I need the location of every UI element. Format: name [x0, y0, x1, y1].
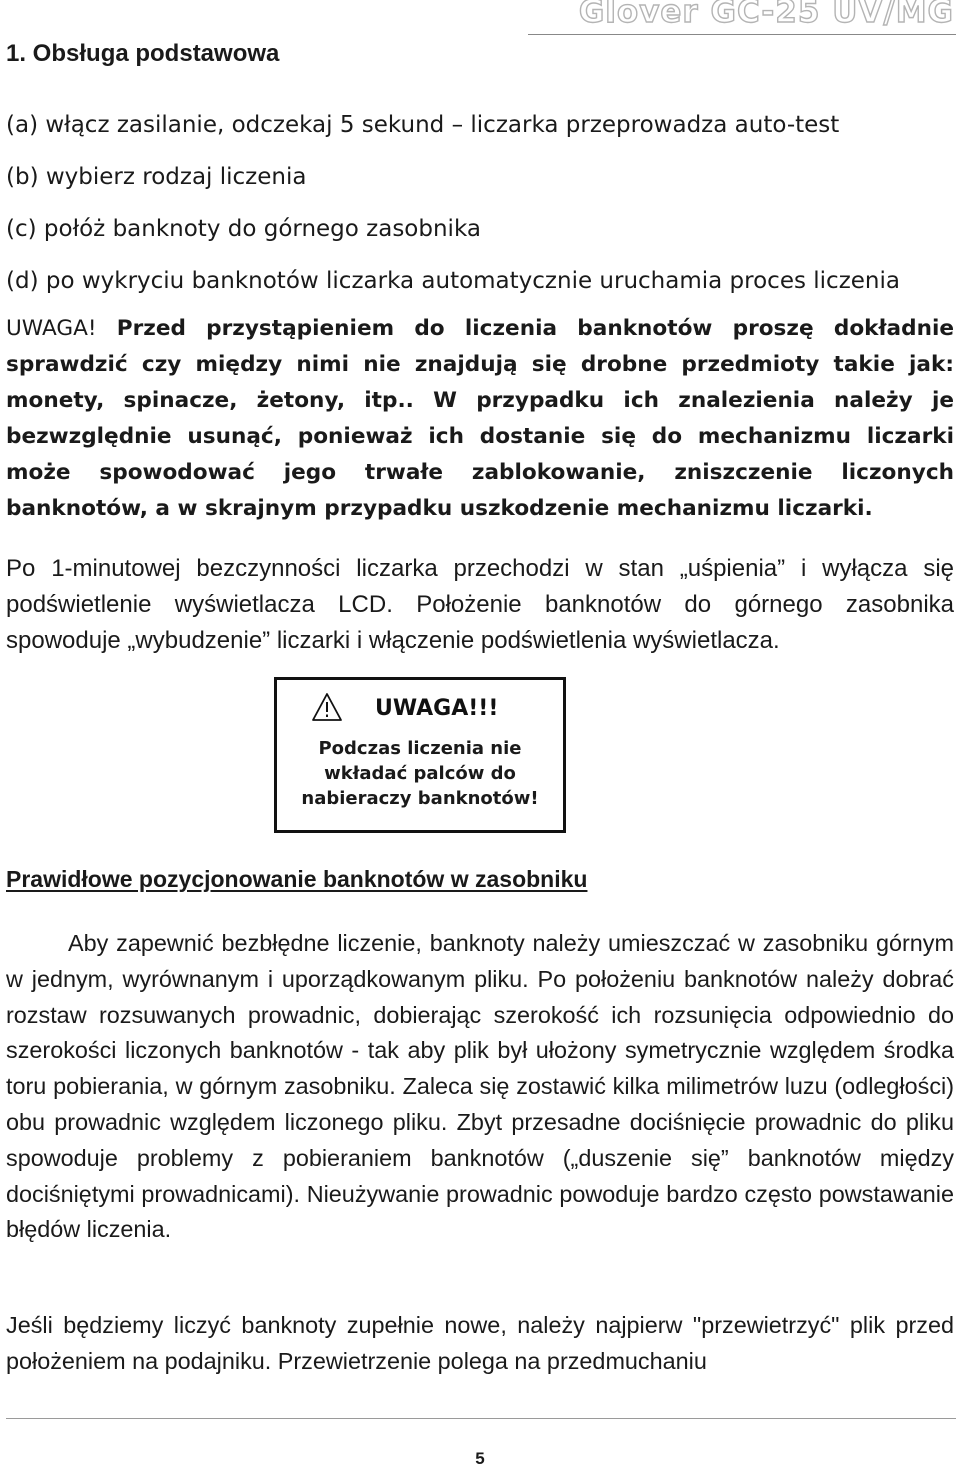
- caution-line: wkładać palców do: [324, 763, 516, 784]
- footer-divider: [6, 1418, 956, 1419]
- caution-title: UWAGA!!!: [375, 696, 499, 721]
- positioning-paragraph: Aby zapewnić bezbłędne liczenie, banknoty należy umieszczać w zasobniku górnym w jednym, wyrównanym i uporządkowanym pliku. Po położeniu banknotów należy dobrać rozstaw rozsuwanych prowadnic, dobierając szerokość ich rozsunięcia odpowiednio do szerokości liczonych banknotów - tak aby plik był ułożony symetrycznie względem środka toru pobierania, w górnym zasobniku. Zaleca się zostawić kilka milimetrów luzu (odległości) obu prowadnic względem liczonego pliku. Zbyt przesadne dociśnięcie prowadnic do pliku spowoduje problemy z pobieraniem banknotów („duszenie się” banknotów między dociśniętymi prowadnicami). Nieużywanie prowadnic powoduje bardzo często powstawanie błędów liczenia.: [6, 930, 954, 1243]
- header-divider: [528, 34, 956, 35]
- caution-line: Podczas liczenia nie: [318, 738, 522, 759]
- airing-paragraph: Jeśli będziemy liczyć banknoty zupełnie nowe, należy najpierw "przewietrzyć" plik przed położeniem na podajniku. Przewietrzenie polega na przedmuchaniu: [6, 1312, 954, 1374]
- warning-paragraph: [6, 311, 954, 527]
- step-b: (b) wybierz rodzaj liczenia: [6, 164, 307, 190]
- brand-logo: Glover GC-25 UV/MG: [578, 0, 954, 30]
- step-d: (d) po wykryciu banknotów liczarka automatycznie uruchamia proces liczenia: [6, 268, 900, 294]
- section-title: 1. Obsługa podstawowa: [6, 40, 280, 67]
- step-a: (a) włącz zasilanie, odczekaj 5 sekund – liczarka przeprowadza auto-test: [6, 112, 840, 138]
- caution-message: [277, 736, 563, 811]
- page-number: 5: [475, 1449, 485, 1468]
- warning-triangle-icon: [311, 692, 343, 722]
- caution-header: [277, 692, 563, 726]
- steps-list: [6, 99, 900, 307]
- caution-line: nabieraczy banknotów!: [301, 788, 539, 809]
- warning-lead: UWAGA!: [6, 316, 97, 341]
- step-c: (c) połóż banknoty do górnego zasobnika: [6, 216, 481, 242]
- warning-text: Przed przystąpieniem do liczenia banknotów proszę dokładnie sprawdzić czy między nimi nie znajdują się drobne przedmioty takie jak: monety, spinacze, żetony, itp.. W przypadku ich znalezienia należy je bezwzględnie usunąć, ponieważ ich dostanie się do mechanizmu liczarki może spowodować jego trwałe zablokowanie, zniszczenie liczonych banknotów, a w skrajnym przypadku uszkodzenie mechanizmu liczarki.: [6, 316, 954, 521]
- positioning-heading: Prawidłowe pozycjonowanie banknotów w zasobniku: [6, 866, 588, 892]
- sleep-mode-paragraph: Po 1-minutowej bezczynności liczarka przechodzi w stan „uśpienia” i wyłącza się podświetlenie wyświetlacza LCD. Położenie banknotów do górnego zasobnika spowoduje „wybudzenie” liczarki i włączenie podświetlenia wyświetlacza.: [6, 555, 954, 654]
- caution-box: [274, 677, 566, 833]
